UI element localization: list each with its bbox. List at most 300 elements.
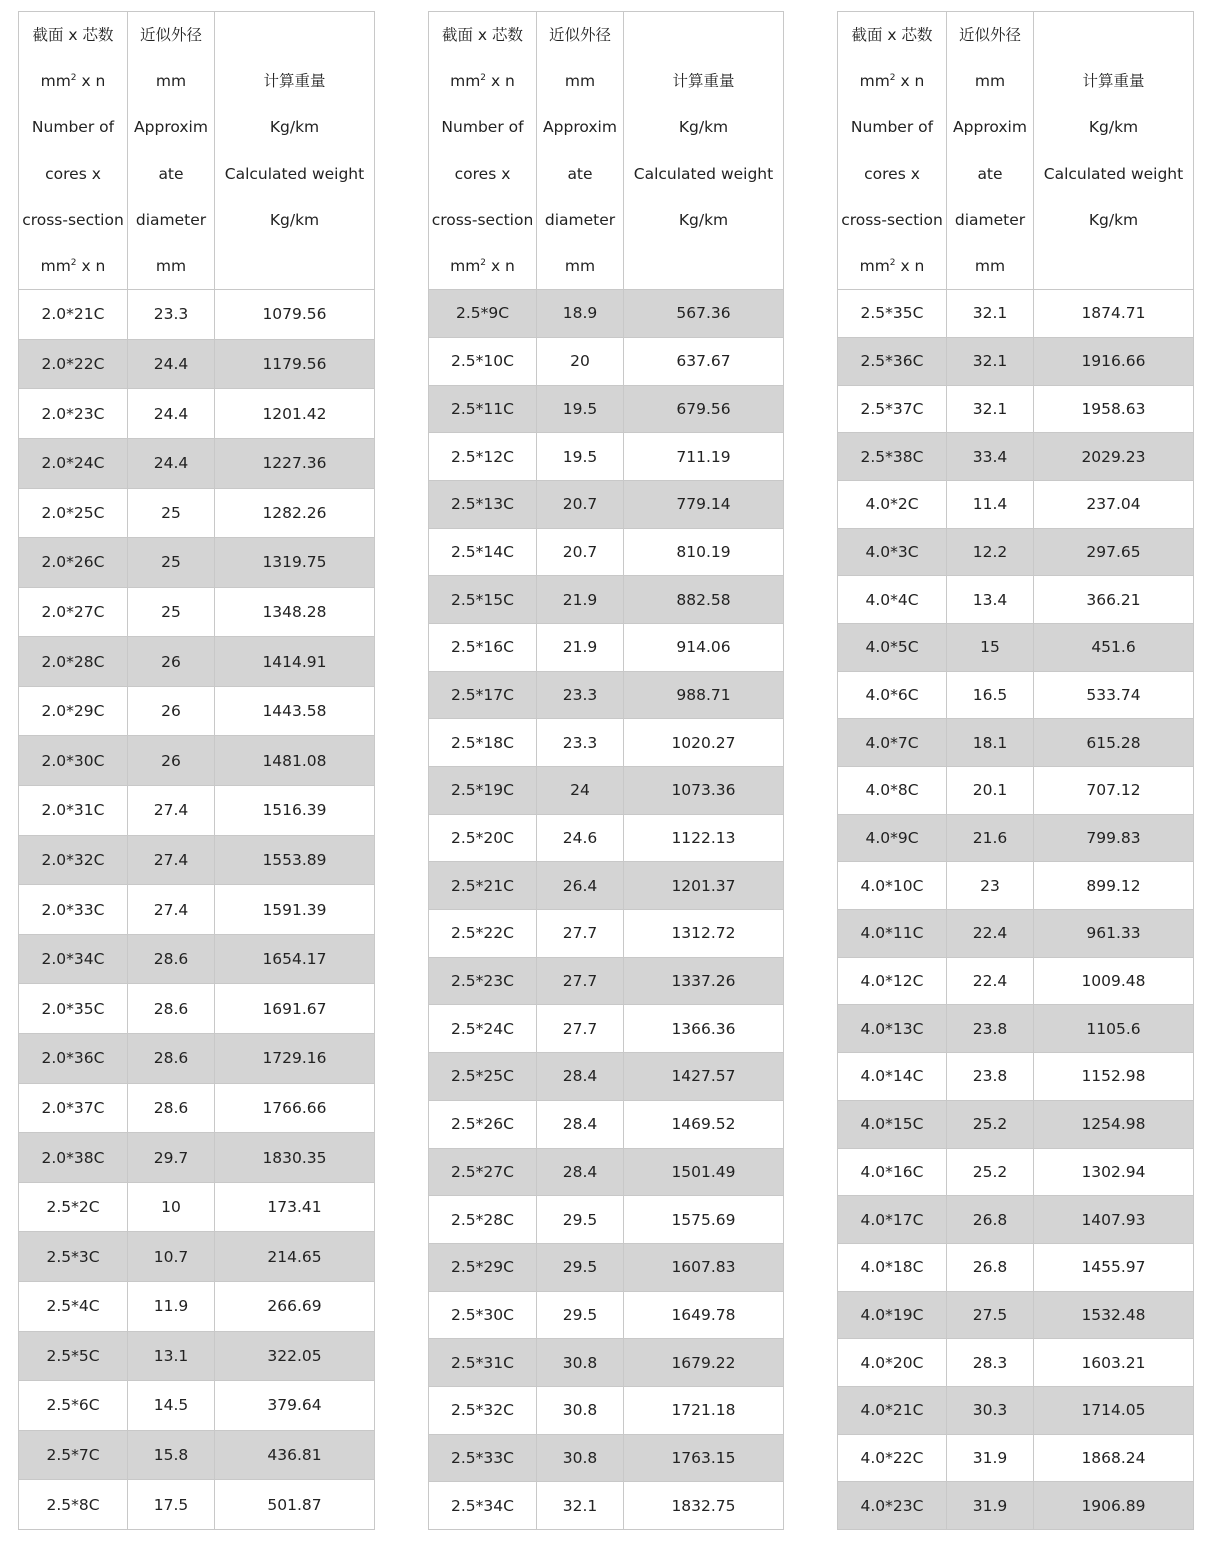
cell-cross-section: 4.0*9C: [838, 814, 947, 862]
cell-diameter: 23.8: [947, 1005, 1034, 1053]
cell-weight: 1020.27: [624, 719, 784, 767]
unit-mm2xn: $mm^2$ x n: [40, 72, 106, 91]
cell-diameter: 23.8: [947, 1053, 1034, 1101]
cell-cross-section: 2.5*2C: [19, 1182, 128, 1232]
cell-diameter: 28.4: [537, 1148, 624, 1196]
cable-weight-table-3: [837, 11, 1194, 1530]
header-cross-section: 截面 x 芯数 $mm^2$ x n Number of cores x cross-section $mm^2$ x n: [429, 12, 537, 290]
cell-diameter: 20.1: [947, 767, 1034, 815]
cell-diameter: 28.6: [128, 1034, 215, 1084]
header-weight: 计算重量 Kg/km Calculated weight Kg/km: [215, 12, 375, 290]
cell-cross-section: 2.5*34C: [429, 1482, 537, 1530]
cell-weight: 366.21: [1034, 576, 1194, 624]
cell-weight: 1201.42: [215, 389, 375, 439]
table-row: [838, 719, 1194, 767]
cell-weight: 1427.57: [624, 1053, 784, 1101]
cell-weight: 1414.91: [215, 637, 375, 687]
table-row: [429, 767, 784, 815]
cell-diameter: 13.4: [947, 576, 1034, 624]
cell-weight: 1348.28: [215, 587, 375, 637]
table-row: [19, 885, 375, 935]
cell-cross-section: 4.0*12C: [838, 957, 947, 1005]
table-row: [838, 767, 1194, 815]
table-row: [838, 385, 1194, 433]
table-row: [429, 1053, 784, 1101]
cell-diameter: 29.5: [537, 1291, 624, 1339]
cell-diameter: 28.6: [128, 984, 215, 1034]
cell-weight: 1201.37: [624, 862, 784, 910]
cell-cross-section: 4.0*20C: [838, 1339, 947, 1387]
cell-diameter: 23.3: [537, 671, 624, 719]
cell-weight: 533.74: [1034, 671, 1194, 719]
table-row: [19, 339, 375, 389]
table-row: [429, 671, 784, 719]
cell-cross-section: 4.0*11C: [838, 910, 947, 958]
table-row: [19, 1182, 375, 1232]
cell-cross-section: 2.5*22C: [429, 910, 537, 958]
cell-cross-section: 2.5*19C: [429, 767, 537, 815]
table-row: [19, 488, 375, 538]
cell-diameter: 17.5: [128, 1480, 215, 1530]
cell-diameter: 19.5: [537, 433, 624, 481]
cell-diameter: 10: [128, 1182, 215, 1232]
cell-weight: 1302.94: [1034, 1148, 1194, 1196]
table-row: [429, 1339, 784, 1387]
cell-weight: 1073.36: [624, 767, 784, 815]
table-row: [838, 1434, 1194, 1482]
cell-diameter: 27.5: [947, 1291, 1034, 1339]
table-row: [429, 1434, 784, 1482]
cell-weight: 1481.08: [215, 736, 375, 786]
cell-cross-section: 4.0*3C: [838, 528, 947, 576]
cell-cross-section: 2.5*38C: [838, 433, 947, 481]
cell-diameter: 25.2: [947, 1148, 1034, 1196]
table-row: [19, 1133, 375, 1183]
cell-diameter: 23: [947, 862, 1034, 910]
cell-weight: 1469.52: [624, 1100, 784, 1148]
cell-diameter: 24.4: [128, 389, 215, 439]
table-row: [429, 1291, 784, 1339]
unit-mm2xn: $mm^2$ x n: [450, 256, 515, 275]
table-row: [838, 1148, 1194, 1196]
table-row: [19, 538, 375, 588]
cell-diameter: 24.4: [128, 438, 215, 488]
cell-diameter: 30.8: [537, 1386, 624, 1434]
cell-cross-section: 4.0*8C: [838, 767, 947, 815]
table-row: [838, 862, 1194, 910]
header-row: [838, 12, 1194, 290]
table-row: [19, 290, 375, 340]
cell-diameter: 32.1: [947, 290, 1034, 338]
cell-diameter: 31.9: [947, 1482, 1034, 1530]
cell-weight: 914.06: [624, 623, 784, 671]
cell-diameter: 27.4: [128, 885, 215, 935]
cell-diameter: 26: [128, 637, 215, 687]
cell-weight: 567.36: [624, 290, 784, 338]
cell-diameter: 26.8: [947, 1243, 1034, 1291]
cell-cross-section: 4.0*2C: [838, 480, 947, 528]
cell-weight: 237.04: [1034, 480, 1194, 528]
table-row: [429, 1482, 784, 1530]
cell-diameter: 16.5: [947, 671, 1034, 719]
cell-weight: 799.83: [1034, 814, 1194, 862]
table-row: [429, 623, 784, 671]
cell-weight: 711.19: [624, 433, 784, 481]
cell-diameter: 33.4: [947, 433, 1034, 481]
cell-diameter: 32.1: [947, 385, 1034, 433]
cell-cross-section: 2.5*21C: [429, 862, 537, 910]
cell-cross-section: 2.0*34C: [19, 934, 128, 984]
cell-cross-section: 2.5*5C: [19, 1331, 128, 1381]
cell-cross-section: 2.5*10C: [429, 337, 537, 385]
cell-cross-section: 4.0*21C: [838, 1386, 947, 1434]
cell-weight: 707.12: [1034, 767, 1194, 815]
cell-weight: 173.41: [215, 1182, 375, 1232]
cell-cross-section: 2.0*23C: [19, 389, 128, 439]
cell-cross-section: 2.5*17C: [429, 671, 537, 719]
cell-weight: 1575.69: [624, 1196, 784, 1244]
cell-diameter: 29.7: [128, 1133, 215, 1183]
cell-weight: 779.14: [624, 480, 784, 528]
cell-cross-section: 2.5*18C: [429, 719, 537, 767]
cell-weight: 1227.36: [215, 438, 375, 488]
table-row: [19, 1282, 375, 1332]
cell-weight: 1407.93: [1034, 1196, 1194, 1244]
cell-cross-section: 2.0*38C: [19, 1133, 128, 1183]
cell-weight: 988.71: [624, 671, 784, 719]
table-row: [429, 337, 784, 385]
cell-weight: 1455.97: [1034, 1243, 1194, 1291]
cell-weight: 810.19: [624, 528, 784, 576]
cell-diameter: 20.7: [537, 480, 624, 528]
cell-diameter: 24.4: [128, 339, 215, 389]
cell-cross-section: 2.0*33C: [19, 885, 128, 935]
cell-cross-section: 4.0*19C: [838, 1291, 947, 1339]
table-row: [838, 1386, 1194, 1434]
cell-weight: 1516.39: [215, 786, 375, 836]
cell-cross-section: 4.0*22C: [838, 1434, 947, 1482]
cell-weight: 1868.24: [1034, 1434, 1194, 1482]
cell-cross-section: 2.5*4C: [19, 1282, 128, 1332]
cell-diameter: 30.8: [537, 1434, 624, 1482]
cell-cross-section: 2.0*21C: [19, 290, 128, 340]
header-row: [19, 12, 375, 290]
cell-cross-section: 4.0*17C: [838, 1196, 947, 1244]
cell-weight: 1916.66: [1034, 337, 1194, 385]
table-row: [838, 623, 1194, 671]
cell-diameter: 11.9: [128, 1282, 215, 1332]
cell-cross-section: 2.5*8C: [19, 1480, 128, 1530]
cell-weight: 2029.23: [1034, 433, 1194, 481]
cell-diameter: 28.4: [537, 1053, 624, 1101]
table-row: [429, 290, 784, 338]
cell-diameter: 28.6: [128, 934, 215, 984]
table-row: [429, 385, 784, 433]
cell-cross-section: 2.5*14C: [429, 528, 537, 576]
cell-diameter: 13.1: [128, 1331, 215, 1381]
table-row: [838, 814, 1194, 862]
cell-diameter: 22.4: [947, 910, 1034, 958]
table-row: [429, 1100, 784, 1148]
cell-cross-section: 4.0*10C: [838, 862, 947, 910]
table-row: [19, 686, 375, 736]
cell-diameter: 21.9: [537, 623, 624, 671]
cell-diameter: 19.5: [537, 385, 624, 433]
header-diameter: 近似外径 mm Approxim ate diameter mm: [128, 12, 215, 290]
table-row: [19, 1480, 375, 1530]
cell-weight: 436.81: [215, 1430, 375, 1480]
cell-diameter: 25: [128, 488, 215, 538]
cell-cross-section: 2.5*20C: [429, 814, 537, 862]
cell-diameter: 27.4: [128, 786, 215, 836]
table-row: [19, 438, 375, 488]
header-diameter: 近似外径 mm Approxim ate diameter mm: [947, 12, 1034, 290]
table-row: [429, 576, 784, 624]
table-row: [19, 637, 375, 687]
cell-cross-section: 4.0*6C: [838, 671, 947, 719]
cell-weight: 899.12: [1034, 862, 1194, 910]
header-weight: 计算重量 Kg/km Calculated weight Kg/km: [1034, 12, 1194, 290]
table-row: [19, 587, 375, 637]
cell-cross-section: 4.0*4C: [838, 576, 947, 624]
table-row: [838, 1482, 1194, 1530]
table-row: [19, 389, 375, 439]
table-row: [429, 1148, 784, 1196]
cell-cross-section: 2.5*13C: [429, 480, 537, 528]
table-row: [838, 337, 1194, 385]
cell-diameter: 18.1: [947, 719, 1034, 767]
cell-cross-section: 4.0*18C: [838, 1243, 947, 1291]
cell-cross-section: 2.5*37C: [838, 385, 947, 433]
table-row: [19, 1331, 375, 1381]
cell-weight: 1607.83: [624, 1243, 784, 1291]
unit-mm2xn: $mm^2$ x n: [40, 256, 106, 275]
table-row: [838, 1196, 1194, 1244]
table-row: [429, 480, 784, 528]
cell-diameter: 18.9: [537, 290, 624, 338]
cell-weight: 1721.18: [624, 1386, 784, 1434]
header-row: [429, 12, 784, 290]
cell-cross-section: 2.5*23C: [429, 957, 537, 1005]
cell-cross-section: 2.0*36C: [19, 1034, 128, 1084]
table-row: [838, 480, 1194, 528]
table-row: [838, 433, 1194, 481]
cell-diameter: 11.4: [947, 480, 1034, 528]
cell-cross-section: 4.0*7C: [838, 719, 947, 767]
cell-diameter: 26.8: [947, 1196, 1034, 1244]
cell-diameter: 30.3: [947, 1386, 1034, 1434]
cell-cross-section: 2.5*29C: [429, 1243, 537, 1291]
table-row: [429, 433, 784, 481]
cell-weight: 266.69: [215, 1282, 375, 1332]
cell-diameter: 15: [947, 623, 1034, 671]
unit-mm2xn: $mm^2$ x n: [450, 72, 515, 91]
cell-cross-section: 2.5*33C: [429, 1434, 537, 1482]
cell-cross-section: 2.0*22C: [19, 339, 128, 389]
cell-weight: 451.6: [1034, 623, 1194, 671]
cell-weight: 1009.48: [1034, 957, 1194, 1005]
cell-cross-section: 2.5*24C: [429, 1005, 537, 1053]
cell-cross-section: 2.5*7C: [19, 1430, 128, 1480]
cell-cross-section: 2.5*9C: [429, 290, 537, 338]
cell-weight: 1501.49: [624, 1148, 784, 1196]
header-diameter: 近似外径 mm Approxim ate diameter mm: [537, 12, 624, 290]
cell-weight: 379.64: [215, 1381, 375, 1431]
cell-cross-section: 2.5*36C: [838, 337, 947, 385]
cell-diameter: 10.7: [128, 1232, 215, 1282]
cell-cross-section: 2.5*31C: [429, 1339, 537, 1387]
cell-cross-section: 2.0*35C: [19, 984, 128, 1034]
cell-weight: 1532.48: [1034, 1291, 1194, 1339]
cell-diameter: 23.3: [537, 719, 624, 767]
table-row: [838, 671, 1194, 719]
table-row: [838, 528, 1194, 576]
table-row: [429, 910, 784, 958]
cell-weight: 1766.66: [215, 1083, 375, 1133]
cell-weight: 1179.56: [215, 339, 375, 389]
table-row: [838, 1005, 1194, 1053]
cell-weight: 1553.89: [215, 835, 375, 885]
cell-cross-section: 2.0*31C: [19, 786, 128, 836]
cell-cross-section: 2.5*35C: [838, 290, 947, 338]
cell-weight: 1319.75: [215, 538, 375, 588]
cell-diameter: 22.4: [947, 957, 1034, 1005]
table-row: [838, 1243, 1194, 1291]
cell-weight: 297.65: [1034, 528, 1194, 576]
cell-cross-section: 2.0*37C: [19, 1083, 128, 1133]
table-row: [429, 1196, 784, 1244]
unit-mm2xn: $mm^2$ x n: [859, 256, 925, 275]
cell-cross-section: 2.5*32C: [429, 1386, 537, 1434]
cell-cross-section: 2.5*3C: [19, 1232, 128, 1282]
table-row: [838, 1291, 1194, 1339]
cell-cross-section: 2.0*26C: [19, 538, 128, 588]
table-row: [429, 814, 784, 862]
table-row: [19, 1232, 375, 1282]
table-row: [429, 1243, 784, 1291]
cell-diameter: 25: [128, 538, 215, 588]
table-row: [429, 719, 784, 767]
cell-weight: 637.67: [624, 337, 784, 385]
cell-weight: 322.05: [215, 1331, 375, 1381]
cell-diameter: 20.7: [537, 528, 624, 576]
cell-diameter: 21.6: [947, 814, 1034, 862]
cell-weight: 1958.63: [1034, 385, 1194, 433]
cell-diameter: 32.1: [537, 1482, 624, 1530]
cell-weight: 1654.17: [215, 934, 375, 984]
cell-cross-section: 2.5*26C: [429, 1100, 537, 1148]
cell-cross-section: 4.0*5C: [838, 623, 947, 671]
cell-diameter: 27.7: [537, 910, 624, 958]
cell-weight: 1832.75: [624, 1482, 784, 1530]
table-row: [429, 1386, 784, 1434]
unit-mm2xn: $mm^2$ x n: [859, 72, 925, 91]
table-row: [838, 1053, 1194, 1101]
cell-diameter: 15.8: [128, 1430, 215, 1480]
cell-weight: 679.56: [624, 385, 784, 433]
cell-weight: 1729.16: [215, 1034, 375, 1084]
table-row: [19, 1034, 375, 1084]
cell-weight: 1105.6: [1034, 1005, 1194, 1053]
cell-diameter: 30.8: [537, 1339, 624, 1387]
cell-diameter: 28.6: [128, 1083, 215, 1133]
cell-diameter: 21.9: [537, 576, 624, 624]
cell-diameter: 28.4: [537, 1100, 624, 1148]
cell-diameter: 26: [128, 736, 215, 786]
cell-weight: 961.33: [1034, 910, 1194, 958]
cell-cross-section: 2.5*11C: [429, 385, 537, 433]
cell-cross-section: 2.0*27C: [19, 587, 128, 637]
cell-cross-section: 2.0*30C: [19, 736, 128, 786]
cell-cross-section: 2.5*6C: [19, 1381, 128, 1431]
cell-cross-section: 2.5*27C: [429, 1148, 537, 1196]
cell-diameter: 25.2: [947, 1100, 1034, 1148]
table-row: [429, 862, 784, 910]
cell-cross-section: 4.0*16C: [838, 1148, 947, 1196]
cell-weight: 501.87: [215, 1480, 375, 1530]
cell-diameter: 29.5: [537, 1243, 624, 1291]
cell-weight: 882.58: [624, 576, 784, 624]
cell-weight: 1122.13: [624, 814, 784, 862]
cell-diameter: 24: [537, 767, 624, 815]
cell-diameter: 32.1: [947, 337, 1034, 385]
cable-weight-table-1: [18, 11, 375, 1530]
table-row: [19, 736, 375, 786]
table-row: [838, 1339, 1194, 1387]
header-cross-section: 截面 x 芯数 $mm^2$ x n Number of cores x cross-section $mm^2$ x n: [838, 12, 947, 290]
cell-cross-section: 2.5*16C: [429, 623, 537, 671]
table-row: [19, 835, 375, 885]
cell-diameter: 26: [128, 686, 215, 736]
cell-cross-section: 2.5*15C: [429, 576, 537, 624]
cell-cross-section: 4.0*13C: [838, 1005, 947, 1053]
cell-weight: 1906.89: [1034, 1482, 1194, 1530]
cell-cross-section: 2.0*25C: [19, 488, 128, 538]
header-cross-section: 截面 x 芯数 $mm^2$ x n Number of cores x cross-section $mm^2$ x n: [19, 12, 128, 290]
table-row: [19, 1430, 375, 1480]
cell-weight: 1874.71: [1034, 290, 1194, 338]
cell-cross-section: 2.0*24C: [19, 438, 128, 488]
cell-diameter: 31.9: [947, 1434, 1034, 1482]
cell-diameter: 24.6: [537, 814, 624, 862]
cell-diameter: 14.5: [128, 1381, 215, 1431]
cell-cross-section: 4.0*14C: [838, 1053, 947, 1101]
cell-weight: 1079.56: [215, 290, 375, 340]
cable-weight-table-2: [428, 11, 784, 1530]
cell-weight: 1312.72: [624, 910, 784, 958]
table-row: [838, 290, 1194, 338]
cell-cross-section: 4.0*23C: [838, 1482, 947, 1530]
table-row: [429, 528, 784, 576]
cell-cross-section: 2.5*30C: [429, 1291, 537, 1339]
table-row: [19, 1083, 375, 1133]
cell-diameter: 27.4: [128, 835, 215, 885]
table-row: [838, 957, 1194, 1005]
cell-weight: 1337.26: [624, 957, 784, 1005]
table-row: [838, 1100, 1194, 1148]
table-row: [19, 984, 375, 1034]
cell-diameter: 20: [537, 337, 624, 385]
cell-weight: 1443.58: [215, 686, 375, 736]
cell-weight: 1679.22: [624, 1339, 784, 1387]
cell-diameter: 23.3: [128, 290, 215, 340]
table-row: [19, 1381, 375, 1431]
cell-weight: 1830.35: [215, 1133, 375, 1183]
cell-diameter: 29.5: [537, 1196, 624, 1244]
cell-weight: 1591.39: [215, 885, 375, 935]
cell-weight: 1649.78: [624, 1291, 784, 1339]
table-row: [838, 576, 1194, 624]
